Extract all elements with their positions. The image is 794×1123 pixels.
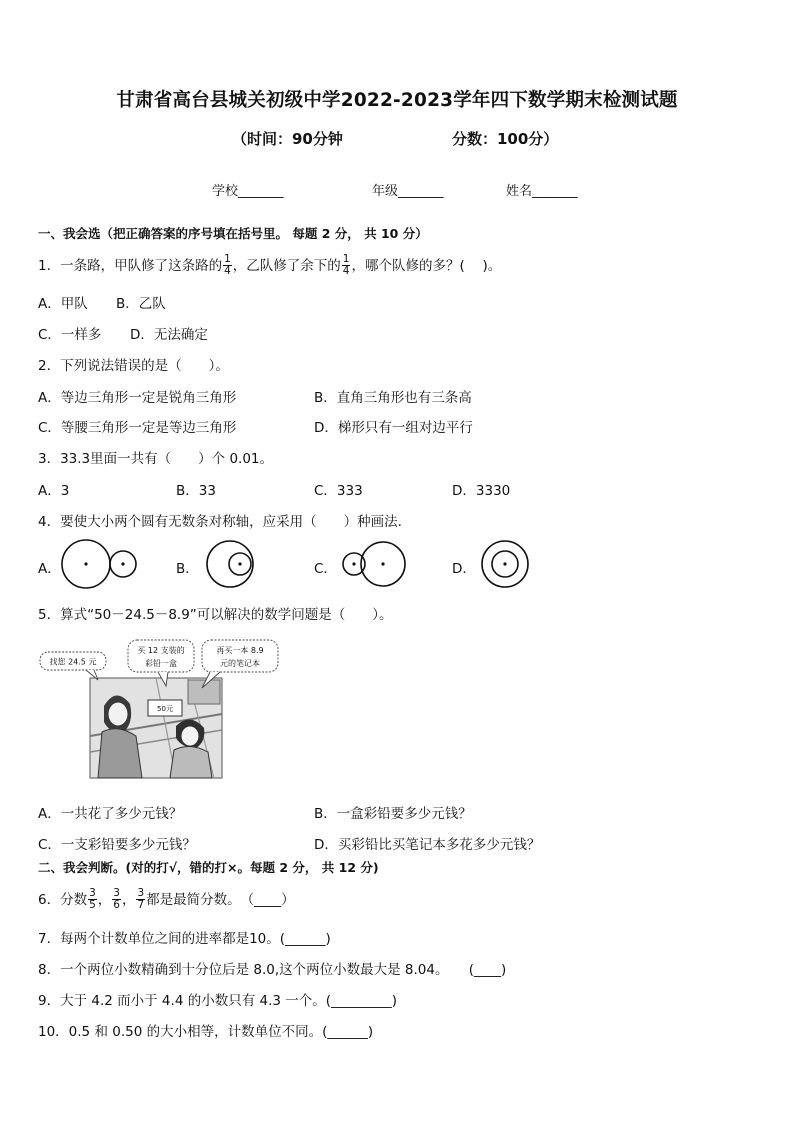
q5-bubble-notebook-2: 元的笔记本 — [220, 659, 260, 668]
q4-option-d[interactable]: D． — [452, 561, 476, 577]
q4-figure-b-circles-icon — [204, 538, 264, 592]
q4-option-b[interactable]: B． — [176, 561, 199, 577]
q5-shopping-illustration — [38, 636, 283, 780]
q1-fraction-2 — [342, 254, 351, 277]
q1-option-c[interactable]: C．一样多 — [38, 327, 102, 343]
q6-fraction-2 — [112, 888, 121, 911]
q5-option-b[interactable]: B．一盒彩铅要多少元钱？ — [314, 806, 472, 822]
q6-f2-den: 6 — [113, 898, 120, 911]
q1-text-post: ，哪个队修的多？( )。 — [351, 258, 502, 274]
question-3: 3．33.3里面一共有（ ）个 0.01。 — [38, 451, 273, 467]
name-label: 姓名 — [506, 184, 533, 199]
q4-option-a[interactable]: A． — [38, 561, 61, 577]
q1-f1-den: 4 — [224, 264, 231, 277]
question-7: 7．每两个计数单位之间的进率都是10。(______) — [38, 931, 331, 947]
school-blank: _______ — [238, 184, 284, 199]
question-1 — [38, 254, 501, 278]
q3-option-d[interactable]: D．3330 — [452, 483, 511, 499]
exam-time: （时间：90分钟 — [232, 130, 343, 148]
q5-bubble-buy-pencils-1: 买 12 支装的 — [137, 646, 185, 655]
q6-f1-den: 5 — [89, 898, 96, 911]
name-blank: _______ — [532, 184, 578, 199]
q6-f2-num: 3 — [113, 886, 120, 899]
q2-option-c[interactable]: C．等腰三角形一定是等边三角形 — [38, 420, 237, 436]
grade-field[interactable] — [372, 180, 444, 199]
section-1-heading: 一、我会选（把正确答案的序号填在括号里。 每题 2 分， 共 10 分） — [38, 226, 428, 241]
q6-sep-1: ， — [97, 892, 112, 908]
q6-fraction-1 — [88, 888, 97, 911]
grade-label: 年级 — [372, 184, 399, 199]
q5-bubble-buy-pencils-2: 彩铅一盒 — [145, 659, 177, 668]
q5-option-d[interactable]: D．买彩铅比买笔记本多花多少元钱？ — [314, 837, 541, 853]
q1-option-a[interactable]: A．甲队 — [38, 296, 88, 312]
q3-option-b[interactable]: B．33 — [176, 483, 216, 499]
question-8: 8．一个两位小数精确到十分位后是 8.0,这个两位小数最大是 8.04。 (____) — [38, 962, 507, 978]
question-2: 2．下列说法错误的是（ ）。 — [38, 358, 229, 374]
q6-f3-num: 3 — [137, 886, 145, 899]
q1-f2-num: 1 — [342, 252, 350, 265]
q2-option-b[interactable]: B．直角三角形也有三条高 — [314, 390, 472, 406]
q4-figure-a-circles-icon — [60, 538, 140, 592]
q6-fraction-3 — [136, 888, 145, 911]
q5-bill-label: 50元 — [157, 705, 173, 713]
q6-text-post: 都是最简分数。 （____） — [146, 892, 295, 908]
grade-blank: _______ — [398, 184, 444, 199]
page-title: 甘肃省高台县城关初级中学2022-2023学年四下数学期末检测试题 — [116, 90, 678, 111]
q3-option-c[interactable]: C．333 — [314, 483, 363, 499]
exam-score: 分数：100分） — [452, 130, 559, 148]
section-2-heading: 二、我会判断。(对的打√，错的打×。每题 2 分， 共 12 分) — [38, 860, 379, 875]
q6-f3-den: 7 — [137, 898, 145, 911]
q4-figure-c-circles-icon — [340, 538, 412, 592]
q1-f2-den: 4 — [342, 264, 350, 277]
q4-figure-d-concentric-circles-icon — [480, 538, 532, 592]
question-10: 10．0.5 和 0.50 的大小相等，计数单位不同。(______) — [38, 1024, 374, 1040]
question-6 — [38, 888, 295, 912]
q3-option-a[interactable]: A．3 — [38, 483, 70, 499]
q6-f1-num: 3 — [89, 886, 96, 899]
q5-option-a[interactable]: A．一共花了多少元钱？ — [38, 806, 183, 822]
q5-option-c[interactable]: C．一支彩铅要多少元钱？ — [38, 837, 196, 853]
q5-bubble-notebook-1: 再买一本 8.9 — [216, 646, 264, 655]
question-9: 9．大于 4.2 而小于 4.4 的小数只有 4.3 一个。(_________) — [38, 993, 398, 1009]
q1-fraction-1 — [223, 254, 232, 277]
q4-option-c[interactable]: C． — [314, 561, 337, 577]
q1-option-b[interactable]: B．乙队 — [116, 296, 166, 312]
q1-f1-num: 1 — [224, 252, 231, 265]
q1-option-d[interactable]: D．无法确定 — [130, 327, 208, 343]
school-label: 学校 — [212, 184, 239, 199]
q5-bubble-change: 找您 24.5 元 — [49, 657, 97, 667]
q1-text-mid: ，乙队修了余下的 — [232, 258, 341, 274]
q6-text-pre: 6．分数 — [38, 892, 88, 908]
name-field[interactable] — [506, 180, 578, 199]
q6-sep-2: ， — [121, 892, 136, 908]
q1-text-pre: 1．一条路，甲队修了这条路的 — [38, 258, 223, 274]
q2-option-a[interactable]: A．等边三角形一定是锐角三角形 — [38, 390, 237, 406]
question-4: 4．要使大小两个圆有无数条对称轴，应采用（ ）种画法. — [38, 514, 402, 530]
q2-option-d[interactable]: D．梯形只有一组对边平行 — [314, 420, 473, 436]
school-field[interactable] — [212, 180, 284, 199]
question-5: 5．算式“50－24.5－8.9”可以解决的数学问题是（ ）。 — [38, 607, 393, 623]
